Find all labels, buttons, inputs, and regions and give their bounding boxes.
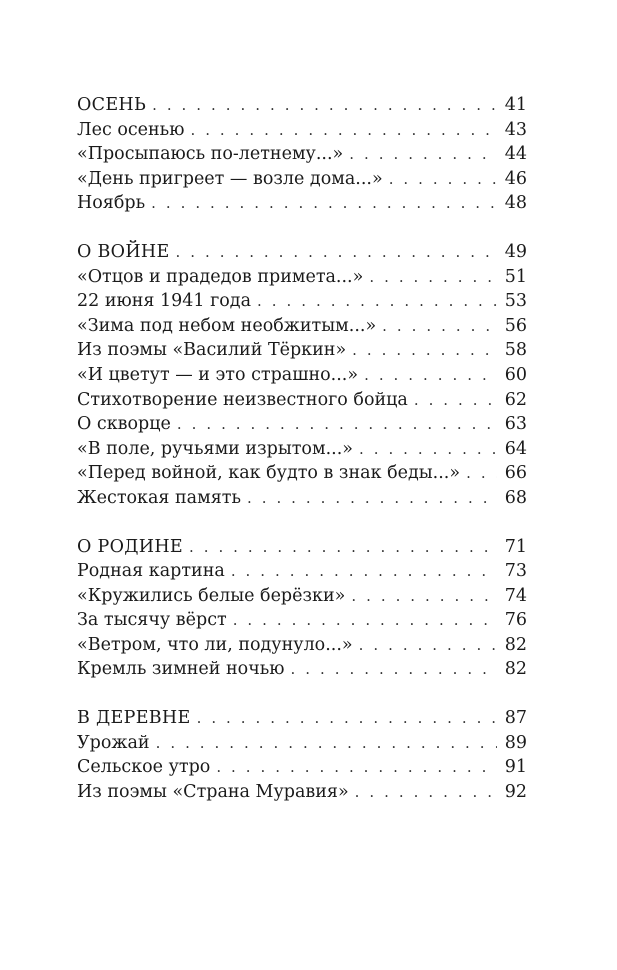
toc-entry bbox=[77, 731, 527, 756]
entry-title: «Кружились белые берёзки» bbox=[77, 585, 346, 606]
entry-title: 22 июня 1941 года bbox=[77, 291, 252, 312]
page-number: 82 bbox=[504, 634, 527, 655]
entry-title: Сельское утро bbox=[77, 757, 211, 778]
entry-title: Из поэмы «Василий Тёркин» bbox=[77, 340, 347, 361]
dot-leader bbox=[176, 240, 497, 265]
toc-entry bbox=[77, 559, 527, 584]
dot-leader bbox=[190, 118, 497, 143]
dot-leader bbox=[351, 584, 497, 609]
toc-entry bbox=[77, 412, 527, 437]
toc-entry bbox=[77, 338, 527, 363]
toc-entry bbox=[77, 584, 527, 609]
toc-entry bbox=[77, 461, 527, 486]
toc-entry bbox=[77, 633, 527, 658]
dot-leader bbox=[197, 706, 497, 731]
toc-entry bbox=[77, 437, 527, 462]
toc-entry bbox=[77, 608, 527, 633]
entry-title: Лес осенью bbox=[77, 119, 185, 140]
page-number: 41 bbox=[504, 95, 527, 115]
toc-entry bbox=[77, 142, 527, 167]
dot-leader bbox=[359, 633, 497, 658]
dot-leader bbox=[189, 535, 497, 560]
toc-entry bbox=[77, 265, 527, 290]
page-number: 87 bbox=[504, 708, 527, 729]
dot-leader bbox=[359, 437, 497, 462]
page-number: 89 bbox=[504, 732, 527, 753]
toc-entry bbox=[77, 167, 527, 192]
page-number: 74 bbox=[504, 585, 527, 606]
entry-title: Родная картина bbox=[77, 561, 225, 582]
page-number: 44 bbox=[504, 144, 527, 165]
entry-title: «День пригреет — возле дома...» bbox=[77, 168, 383, 189]
toc-entry bbox=[77, 118, 527, 143]
section-heading bbox=[77, 240, 527, 265]
entry-title: «Перед войной, как будто в знак беды...» bbox=[77, 463, 461, 484]
page-number: 56 bbox=[504, 315, 527, 336]
entry-title: О ВОЙНЕ bbox=[77, 241, 170, 262]
toc-entry bbox=[77, 363, 527, 388]
dot-leader bbox=[151, 191, 497, 216]
entry-title: Урожай bbox=[77, 732, 150, 753]
entry-title: «Просыпаюсь по-летнему...» bbox=[77, 144, 344, 165]
entry-title: «Зима под небом необжитым...» bbox=[77, 315, 377, 336]
page-number: 53 bbox=[504, 291, 527, 312]
entry-title: Из поэмы «Страна Муравия» bbox=[77, 781, 349, 802]
entry-title: «И цветут — и это страшно...» bbox=[77, 364, 359, 385]
toc-section-village bbox=[77, 706, 527, 804]
page-number: 91 bbox=[504, 757, 527, 778]
toc-entry bbox=[77, 289, 527, 314]
dot-leader bbox=[382, 314, 497, 339]
toc-entry bbox=[77, 780, 527, 805]
dot-leader bbox=[152, 93, 497, 118]
dot-leader bbox=[233, 608, 497, 633]
entry-title: «Отцов и прадедов примета...» bbox=[77, 266, 364, 287]
page-number: 48 bbox=[504, 193, 527, 214]
page-number: 63 bbox=[504, 414, 527, 435]
page-number: 51 bbox=[504, 266, 527, 287]
dot-leader bbox=[349, 142, 497, 167]
toc-section-motherland bbox=[77, 535, 527, 683]
page-number: 60 bbox=[504, 364, 527, 385]
page-number: 49 bbox=[504, 241, 527, 262]
dot-leader bbox=[257, 289, 497, 314]
page-number: 82 bbox=[504, 659, 527, 680]
entry-title: Жестокая память bbox=[77, 487, 241, 508]
page-number: 43 bbox=[504, 119, 527, 140]
dot-leader bbox=[352, 338, 497, 363]
dot-leader bbox=[355, 780, 497, 805]
dot-leader bbox=[247, 486, 497, 511]
entry-title: «Ветром, что ли, подунуло...» bbox=[77, 634, 353, 655]
page-number: 68 bbox=[504, 487, 527, 508]
entry-title: Стихотворение неизвестного бойца bbox=[77, 389, 408, 410]
toc-entry bbox=[77, 755, 527, 780]
dot-leader bbox=[177, 412, 497, 437]
section-heading bbox=[77, 93, 527, 118]
dot-leader bbox=[291, 657, 497, 682]
dot-leader bbox=[231, 559, 497, 584]
section-heading bbox=[77, 706, 527, 731]
toc-entry bbox=[77, 314, 527, 339]
toc-entry bbox=[77, 191, 527, 216]
toc-section-autumn bbox=[77, 93, 527, 216]
entry-title: О скворце bbox=[77, 414, 171, 435]
page-number: 46 bbox=[504, 168, 527, 189]
page-number: 66 bbox=[504, 463, 527, 484]
entry-title: Кремль зимней ночью bbox=[77, 659, 285, 680]
entry-title: Ноябрь bbox=[77, 193, 146, 214]
entry-title: «В поле, ручьями изрытом...» bbox=[77, 438, 353, 459]
toc-entry bbox=[77, 657, 527, 682]
toc-entry bbox=[77, 486, 527, 511]
dot-leader bbox=[466, 461, 497, 486]
page-number: 73 bbox=[504, 561, 527, 582]
table-of-contents bbox=[77, 93, 527, 804]
toc-section-war bbox=[77, 240, 527, 511]
entry-title: За тысячу вёрст bbox=[77, 610, 227, 631]
entry-title: О РОДИНЕ bbox=[77, 536, 183, 557]
section-heading bbox=[77, 535, 527, 560]
dot-leader bbox=[364, 363, 497, 388]
dot-leader bbox=[369, 265, 497, 290]
page-number: 62 bbox=[504, 389, 527, 410]
page-number: 64 bbox=[504, 438, 527, 459]
page-number: 92 bbox=[504, 781, 527, 802]
page-number: 58 bbox=[504, 340, 527, 361]
dot-leader bbox=[414, 388, 497, 413]
dot-leader bbox=[156, 731, 497, 756]
page-number: 71 bbox=[504, 536, 527, 557]
dot-leader bbox=[389, 167, 497, 192]
entry-title: В ДЕРЕВНЕ bbox=[77, 708, 191, 729]
page-number: 76 bbox=[504, 610, 527, 631]
dot-leader bbox=[216, 755, 497, 780]
entry-title: ОСЕНЬ bbox=[77, 95, 147, 115]
toc-entry bbox=[77, 388, 527, 413]
